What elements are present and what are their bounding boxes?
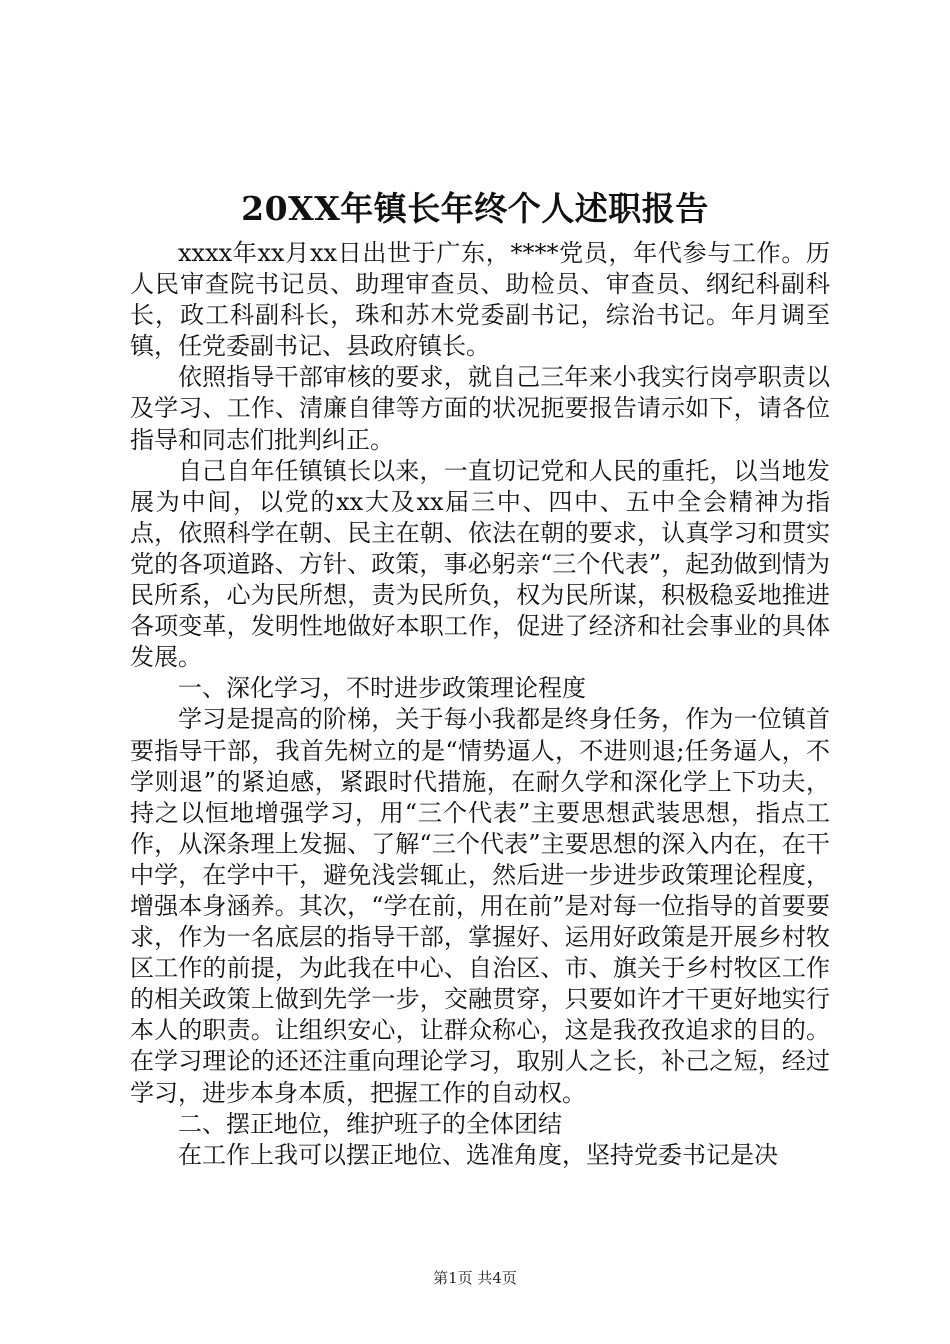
paragraph-biography: xxxx年xx月xx日出世于广东，****党员，年代参与工作。历人民审查院书记员、助理审查员、助检员、审查员、纲纪科副科长，政工科副科长，珠和苏木党委副书记，综治书记。年月调至镇，任党委副书记、县政府镇长。 (130, 239, 830, 361)
paragraph-introduction: 依照指导干部审核的要求，就自己三年来小我实行岗亭职责以及学习、工作、清廉自律等方面的状况扼要报告请示如下，请各位指导和同志们批判纠正。 (130, 363, 830, 454)
section-heading-unity: 二、摆正地位，维护班子的全体团结 (178, 1109, 562, 1138)
paragraph-overview: 自己自年任镇镇长以来，一直切记党和人民的重托，以当地发展为中间，以党的xx大及xx届三中、四中、五中全会精神为指点，依照科学在朝、民主在朝、依法在朝的要求，认真学习和贯实党的各项道路、方针、政策，事必躬亲“三个代表”，起劲做到情为民所系，心为民所想，责为民所负，权为民所谋，积极稳妥地推进各项变革，发明性地做好本职工作，促进了经济和社会事业的具体发展。 (130, 456, 830, 672)
document-body (130, 238, 830, 1171)
document-title: 20XX年镇长年终个人述职报告 (241, 189, 709, 228)
paragraph-study: 学习是提高的阶梯，关于每小我都是终身任务，作为一位镇首要指导干部，我首先树立的是“情势逼人，不进则退;任务逼人，不学则退”的紧迫感，紧跟时代措施，在耐久学和深化学上下功夫，持之以恒地增强学习，用“三个代表”主要思想武装思想，指点工作，从深条理上发掘、了解“三个代表”主要思想的深入内在，在干中学，在学中干，避免浅尝辄止，然后进一步进步政策理论程度，增强本身涵养。其次，“学在前，用在前”是对每一位指导的首要要求，作为一名底层的指导干部，掌握好、运用好政策是开展乡村牧区工作的前提，为此我在中心、自治区、市、旗关于乡村牧区工作的相关政策上做到先学一步，交融贯穿，只要如许才干更好地实行本人的职责。让组织安心，让群众称心，这是我孜孜追求的目的。在学习理论的还还注重向理论学习，取别人之长，补己之短，经过学习，进步本身本质，把握工作的自动权。 (130, 705, 830, 1107)
page-footer: 第1页 共4页 (433, 1269, 517, 1287)
section-heading-study: 一、深化学习，不时进步政策理论程度 (178, 674, 586, 703)
paragraph-unity: 在工作上我可以摆正地位、选准角度，坚持党委书记是决 (178, 1140, 778, 1169)
